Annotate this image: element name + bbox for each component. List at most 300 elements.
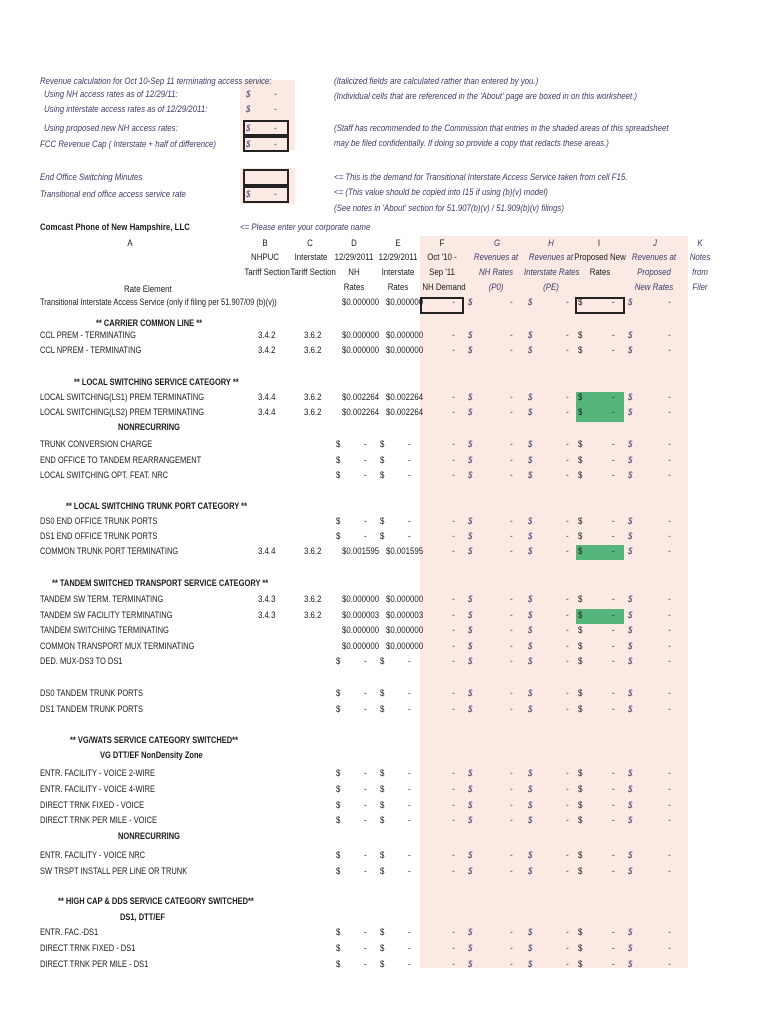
nh-rate-value: $0.001595 bbox=[342, 546, 380, 557]
rate-element-label: DIRECT TRNK PER MILE - VOICE bbox=[40, 815, 157, 826]
proposed-rate-dollar: $ bbox=[578, 297, 583, 308]
rate-element-label: ENTR. FACILITY - VOICE 4-WIRE bbox=[40, 784, 156, 795]
interstate-rate-value: $0.002264 bbox=[386, 392, 424, 403]
rate-element-label: ENTR. FACILITY - VOICE 2-WIRE bbox=[40, 768, 156, 779]
nh-demand-dash: - bbox=[452, 297, 455, 308]
proposed-rate-dash: - bbox=[612, 768, 615, 779]
revenue-nh-dash: - bbox=[510, 959, 513, 970]
revenue-nh-dash: - bbox=[510, 800, 513, 811]
nh-rate-dollar: $ bbox=[336, 656, 341, 667]
proposed-rate-dash: - bbox=[612, 850, 615, 861]
rate-element-label: TANDEM SW FACILITY TERMINATING bbox=[40, 610, 173, 621]
revenue-nh-dollar: $ bbox=[468, 850, 473, 861]
revenue-proposed-dash: - bbox=[668, 850, 671, 861]
rate-element-label: DIRECT TRNK PER MILE - DS1 bbox=[40, 959, 149, 970]
interstate-tariff-section: 3.6.2 bbox=[304, 407, 322, 418]
revenue-nh-dollar: $ bbox=[468, 704, 473, 715]
interstate-rate-dollar: $ bbox=[380, 531, 385, 542]
top-dollar-4: $ bbox=[246, 139, 251, 150]
revenue-nh-dollar: $ bbox=[468, 959, 473, 970]
section-header: ** VG/WATS SERVICE CATEGORY SWITCHED** bbox=[70, 735, 238, 746]
revenue-proposed-dash: - bbox=[668, 959, 671, 970]
revenue-proposed-dollar: $ bbox=[628, 768, 633, 779]
nh-demand-dash: - bbox=[452, 784, 455, 795]
revenue-proposed-dash: - bbox=[668, 297, 671, 308]
proposed-rate-dash: - bbox=[612, 625, 615, 636]
revenue-interstate-dash: - bbox=[566, 531, 569, 542]
interstate-rate-dash: - bbox=[408, 531, 411, 542]
revenue-nh-dash: - bbox=[510, 850, 513, 861]
revenue-nh-dash: - bbox=[510, 531, 513, 542]
rate-element-label: DS0 END OFFICE TRUNK PORTS bbox=[40, 516, 158, 527]
revenue-nh-dollar: $ bbox=[468, 800, 473, 811]
revenue-nh-dash: - bbox=[510, 516, 513, 527]
proposed-rate-dollar: $ bbox=[578, 784, 583, 795]
revenue-proposed-dash: - bbox=[668, 704, 671, 715]
boxed-cell-f15[interactable] bbox=[420, 297, 464, 314]
revenue-proposed-dash: - bbox=[668, 768, 671, 779]
note-copy-i15: <= (This value should be copied into I15 if using (b)(v) model) bbox=[334, 187, 548, 198]
nh-rate-value: $0.000000 bbox=[342, 641, 380, 652]
nh-demand-dash: - bbox=[452, 392, 455, 403]
rate-element-label: LOCAL SWITCHING OPT. FEAT. NRC bbox=[40, 470, 169, 481]
col-h-header: Revenues at Interstate Rates (PE) bbox=[523, 252, 580, 293]
revenue-proposed-dollar: $ bbox=[628, 546, 633, 557]
proposed-rate-dollar: $ bbox=[578, 656, 583, 667]
nh-rate-dollar: $ bbox=[336, 943, 341, 954]
interstate-tariff-section: 3.6.2 bbox=[304, 610, 322, 621]
nh-demand-dash: - bbox=[452, 455, 455, 466]
nh-rate-value: $0.000003 bbox=[342, 610, 380, 621]
nh-rate-dash: - bbox=[364, 850, 367, 861]
interstate-rate-dash: - bbox=[408, 455, 411, 466]
proposed-rate-dollar: $ bbox=[578, 943, 583, 954]
revenue-nh-dash: - bbox=[510, 704, 513, 715]
nh-demand-dash: - bbox=[452, 688, 455, 699]
nh-demand-dash: - bbox=[452, 625, 455, 636]
revenue-interstate-dollar: $ bbox=[528, 455, 533, 466]
green-cell-tandem-facility[interactable] bbox=[576, 609, 624, 624]
revenue-interstate-dollar: $ bbox=[528, 656, 533, 667]
col-letter-k: K bbox=[697, 238, 703, 249]
proposed-rate-dash: - bbox=[612, 959, 615, 970]
proposed-rate-dash: - bbox=[612, 407, 615, 418]
col-f-header: Oct '10 - Sep '11 NH Demand bbox=[422, 252, 466, 293]
revenue-nh-dollar: $ bbox=[468, 768, 473, 779]
revenue-proposed-dash: - bbox=[668, 610, 671, 621]
nh-demand-dash: - bbox=[452, 866, 455, 877]
revenue-nh-dash: - bbox=[510, 345, 513, 356]
revenue-interstate-dash: - bbox=[566, 866, 569, 877]
revenue-nh-dash: - bbox=[510, 330, 513, 341]
nh-demand-dash: - bbox=[452, 546, 455, 557]
revenue-proposed-dash: - bbox=[668, 392, 671, 403]
nh-demand-dash: - bbox=[452, 656, 455, 667]
revenue-interstate-dash: - bbox=[566, 641, 569, 652]
proposed-rate-dash: - bbox=[612, 330, 615, 341]
revenue-interstate-dash: - bbox=[566, 297, 569, 308]
revenue-proposed-dollar: $ bbox=[628, 610, 633, 621]
revenue-proposed-dollar: $ bbox=[628, 345, 633, 356]
revenue-interstate-dash: - bbox=[566, 927, 569, 938]
proposed-rate-dollar: $ bbox=[578, 392, 583, 403]
revenue-proposed-dash: - bbox=[668, 784, 671, 795]
revenue-interstate-dash: - bbox=[566, 594, 569, 605]
revenue-interstate-dash: - bbox=[566, 784, 569, 795]
nh-demand-dash: - bbox=[452, 610, 455, 621]
interstate-rate-dash: - bbox=[408, 516, 411, 527]
proposed-rate-dollar: $ bbox=[578, 959, 583, 970]
revenue-nh-dollar: $ bbox=[468, 297, 473, 308]
section-header: ** TANDEM SWITCHED TRANSPORT SERVICE CATEGORY ** bbox=[52, 578, 269, 589]
rate-element-label: DED. MUX-DS3 TO DS1 bbox=[40, 656, 123, 667]
proposed-rate-dash: - bbox=[612, 688, 615, 699]
nh-demand-dash: - bbox=[452, 470, 455, 481]
section-header: ** CARRIER COMMON LINE ** bbox=[96, 318, 203, 329]
nh-demand-dash: - bbox=[452, 531, 455, 542]
green-cell-ls2[interactable] bbox=[576, 407, 624, 422]
proposed-rate-dollar: $ bbox=[578, 688, 583, 699]
interstate-rate-value: $0.000000 bbox=[386, 345, 424, 356]
rate-element-label: DIRECT TRNK FIXED - DS1 bbox=[40, 943, 136, 954]
proposed-rate-dollar: $ bbox=[578, 625, 583, 636]
rate-element-label: CCL PREM - TERMINATING bbox=[40, 330, 136, 341]
revenue-nh-dollar: $ bbox=[468, 641, 473, 652]
proposed-rate-dash: - bbox=[612, 439, 615, 450]
revenue-interstate-dash: - bbox=[566, 943, 569, 954]
proposed-rate-dash: - bbox=[612, 866, 615, 877]
revenue-proposed-dash: - bbox=[668, 625, 671, 636]
revenue-proposed-dollar: $ bbox=[628, 641, 633, 652]
revenue-proposed-dollar: $ bbox=[628, 470, 633, 481]
revenue-interstate-dash: - bbox=[566, 800, 569, 811]
section-header: NONRECURRING bbox=[118, 422, 180, 433]
revenue-proposed-dollar: $ bbox=[628, 625, 633, 636]
rate-element-label: TANDEM SWITCHING TERMINATING bbox=[40, 625, 169, 636]
interstate-rate-dollar: $ bbox=[380, 959, 385, 970]
note-confidential: may be filed confidentially. If doing so provide a copy that redacts these areas.) bbox=[334, 138, 609, 149]
proposed-rate-dollar: $ bbox=[578, 455, 583, 466]
revenue-interstate-dash: - bbox=[566, 656, 569, 667]
nhpuc-tariff-section: 3.4.3 bbox=[258, 610, 276, 621]
top-dollar-1: $ bbox=[246, 89, 251, 100]
nh-demand-dash: - bbox=[452, 330, 455, 341]
revenue-nh-dash: - bbox=[510, 866, 513, 877]
revenue-nh-dollar: $ bbox=[468, 392, 473, 403]
top-dash-4: - bbox=[274, 139, 277, 150]
revenue-nh-dash: - bbox=[510, 610, 513, 621]
revenue-nh-dollar: $ bbox=[468, 455, 473, 466]
proposed-rate-dollar: $ bbox=[578, 345, 583, 356]
revenue-interstate-dollar: $ bbox=[528, 516, 533, 527]
proposed-rate-dollar: $ bbox=[578, 815, 583, 826]
rate-element-label: COMMON TRUNK PORT TERMINATING bbox=[40, 546, 179, 557]
boxed-cell-i15[interactable] bbox=[575, 297, 625, 314]
revenue-interstate-dollar: $ bbox=[528, 927, 533, 938]
transitional-rate-label: Transitional end office access service rate bbox=[40, 189, 186, 200]
interstate-rate-dash: - bbox=[408, 927, 411, 938]
interstate-tariff-section: 3.6.2 bbox=[304, 594, 322, 605]
proposed-rate-dash: - bbox=[612, 704, 615, 715]
nh-demand-dash: - bbox=[452, 959, 455, 970]
section-header: ** LOCAL SWITCHING TRUNK PORT CATEGORY ** bbox=[66, 501, 247, 512]
nh-rate-value: $0.000000 bbox=[342, 297, 380, 308]
revenue-nh-dollar: $ bbox=[468, 531, 473, 542]
interstate-tariff-section: 3.6.2 bbox=[304, 392, 322, 403]
nh-rate-dash: - bbox=[364, 800, 367, 811]
revenue-nh-dollar: $ bbox=[468, 625, 473, 636]
note-italicized: (Italicized fields are calculated rather than entered by you.) bbox=[334, 76, 539, 87]
col-b-header: NHPUC Tariff Section bbox=[244, 252, 290, 278]
revenue-proposed-dash: - bbox=[668, 516, 671, 527]
nh-rate-dollar: $ bbox=[336, 927, 341, 938]
nh-rate-dollar: $ bbox=[336, 516, 341, 527]
nh-rate-dollar: $ bbox=[336, 688, 341, 699]
proposed-rate-dash: - bbox=[612, 800, 615, 811]
revenue-interstate-dollar: $ bbox=[528, 688, 533, 699]
revenue-interstate-dash: - bbox=[566, 392, 569, 403]
top-dollar-2: $ bbox=[246, 104, 251, 115]
interstate-tariff-section: 3.6.2 bbox=[304, 546, 322, 557]
proposed-rate-dollar: $ bbox=[578, 594, 583, 605]
proposed-rate-dollar: $ bbox=[578, 516, 583, 527]
nhpuc-tariff-section: 3.4.4 bbox=[258, 546, 276, 557]
nh-rate-dollar: $ bbox=[336, 800, 341, 811]
shaded-area-columns-g-k bbox=[420, 236, 688, 968]
col-j-header: Revenues at Proposed New Rates bbox=[631, 252, 677, 293]
proposed-rate-dollar: $ bbox=[578, 850, 583, 861]
revenue-interstate-dollar: $ bbox=[528, 768, 533, 779]
interstate-rate-dollar: $ bbox=[380, 656, 385, 667]
proposed-rate-dollar: $ bbox=[578, 866, 583, 877]
interstate-rate-dash: - bbox=[408, 866, 411, 877]
proposed-rate-dash: - bbox=[612, 641, 615, 652]
note-boxed: (Individual cells that are referenced in the 'About' page are boxed in on this worksheet.) bbox=[334, 91, 638, 102]
revenue-nh-dollar: $ bbox=[468, 345, 473, 356]
nhpuc-tariff-section: 3.4.3 bbox=[258, 594, 276, 605]
proposed-rate-dash: - bbox=[612, 531, 615, 542]
nh-rate-dash: - bbox=[364, 516, 367, 527]
revenue-proposed-dollar: $ bbox=[628, 815, 633, 826]
interstate-rate-dollar: $ bbox=[380, 815, 385, 826]
nh-rate-value: $0.000000 bbox=[342, 625, 380, 636]
revenue-interstate-dash: - bbox=[566, 625, 569, 636]
boxed-cell-eo-minutes[interactable] bbox=[243, 169, 289, 186]
interstate-rate-dash: - bbox=[408, 688, 411, 699]
nh-rate-dollar: $ bbox=[336, 439, 341, 450]
nh-rate-dash: - bbox=[364, 704, 367, 715]
rate-element-label: DS1 TANDEM TRUNK PORTS bbox=[40, 704, 143, 715]
nh-rate-dollar: $ bbox=[336, 850, 341, 861]
revenue-proposed-dollar: $ bbox=[628, 866, 633, 877]
interstate-rate-dash: - bbox=[408, 959, 411, 970]
nh-demand-dash: - bbox=[452, 800, 455, 811]
interstate-rate-dollar: $ bbox=[380, 439, 385, 450]
revenue-interstate-dollar: $ bbox=[528, 594, 533, 605]
nh-rate-value: $0.000000 bbox=[342, 594, 380, 605]
revenue-interstate-dollar: $ bbox=[528, 850, 533, 861]
interstate-rate-dollar: $ bbox=[380, 688, 385, 699]
proposed-rate-dollar: $ bbox=[578, 768, 583, 779]
revenue-nh-dollar: $ bbox=[468, 927, 473, 938]
rate-element-label: ENTR. FAC.-DS1 bbox=[40, 927, 99, 938]
col-letter-j: J bbox=[653, 238, 657, 249]
revenue-nh-dollar: $ bbox=[468, 470, 473, 481]
nh-demand-dash: - bbox=[452, 927, 455, 938]
revenue-nh-dollar: $ bbox=[468, 943, 473, 954]
interstate-rate-value: $0.000003 bbox=[386, 610, 424, 621]
revenue-proposed-dash: - bbox=[668, 641, 671, 652]
nh-demand-dash: - bbox=[452, 704, 455, 715]
revenue-interstate-dollar: $ bbox=[528, 407, 533, 418]
interstate-rate-dash: - bbox=[408, 800, 411, 811]
revenue-interstate-dash: - bbox=[566, 610, 569, 621]
proposed-rate-dash: - bbox=[612, 392, 615, 403]
proposed-rate-dash: - bbox=[612, 784, 615, 795]
rate-element-label: CCL NPREM - TERMINATING bbox=[40, 345, 142, 356]
col-i-header: Proposed New Rates bbox=[574, 252, 626, 278]
revenue-nh-dash: - bbox=[510, 656, 513, 667]
proposed-rate-dash: - bbox=[612, 455, 615, 466]
revenue-proposed-dollar: $ bbox=[628, 959, 633, 970]
revenue-nh-dollar: $ bbox=[468, 546, 473, 557]
col-letter-e: E bbox=[395, 238, 401, 249]
proposed-rate-dash: - bbox=[612, 943, 615, 954]
top-dash-3: - bbox=[274, 123, 277, 134]
interstate-rate-value: $0.000000 bbox=[386, 297, 424, 308]
green-cell-common-trunk[interactable] bbox=[576, 545, 624, 560]
revenue-interstate-dollar: $ bbox=[528, 704, 533, 715]
proposed-rate-dollar: $ bbox=[578, 800, 583, 811]
nh-rate-dash: - bbox=[364, 784, 367, 795]
nh-rate-dash: - bbox=[364, 768, 367, 779]
revenue-proposed-dash: - bbox=[668, 407, 671, 418]
nh-demand-dash: - bbox=[452, 850, 455, 861]
interstate-tariff-section: 3.6.2 bbox=[304, 345, 322, 356]
revenue-proposed-dollar: $ bbox=[628, 516, 633, 527]
revenue-interstate-dollar: $ bbox=[528, 330, 533, 341]
nh-rate-dollar: $ bbox=[336, 455, 341, 466]
nh-rate-dash: - bbox=[364, 959, 367, 970]
nh-demand-dash: - bbox=[452, 641, 455, 652]
interstate-rate-dollar: $ bbox=[380, 784, 385, 795]
rate-element-header: Rate Element bbox=[124, 284, 172, 295]
note-demand: <= This is the demand for Transitional Interstate Access Service taken from cell F15. bbox=[334, 172, 628, 183]
fcc-cap-label: FCC Revenue Cap ( Interstate + half of difference) bbox=[40, 139, 217, 150]
revenue-proposed-dash: - bbox=[668, 455, 671, 466]
revenue-nh-dash: - bbox=[510, 392, 513, 403]
revenue-proposed-dollar: $ bbox=[628, 407, 633, 418]
nh-rate-dash: - bbox=[364, 927, 367, 938]
nh-rate-dollar: $ bbox=[336, 704, 341, 715]
company-name: Comcast Phone of New Hampshire, LLC bbox=[40, 222, 190, 233]
proposed-rate-dollar: $ bbox=[578, 407, 583, 418]
revenue-nh-dash: - bbox=[510, 927, 513, 938]
revenue-nh-dash: - bbox=[510, 815, 513, 826]
nh-rate-dollar: $ bbox=[336, 784, 341, 795]
revenue-interstate-dash: - bbox=[566, 688, 569, 699]
note-about: (See notes in 'About' section for 51.907(b)(v) / 51.909(b)(v) filings) bbox=[334, 203, 564, 214]
nhpuc-tariff-section: 3.4.2 bbox=[258, 330, 276, 341]
interstate-rate-dash: - bbox=[408, 943, 411, 954]
revenue-interstate-dollar: $ bbox=[528, 800, 533, 811]
revenue-proposed-dash: - bbox=[668, 345, 671, 356]
nh-rate-dollar: $ bbox=[336, 959, 341, 970]
proposed-rates-label: Using proposed new NH access rates: bbox=[44, 123, 178, 134]
nh-rate-value: $0.002264 bbox=[342, 392, 380, 403]
proposed-rate-dollar: $ bbox=[578, 927, 583, 938]
interstate-rate-dash: - bbox=[408, 656, 411, 667]
interstate-rate-dash: - bbox=[408, 815, 411, 826]
revenue-proposed-dash: - bbox=[668, 439, 671, 450]
col-c-header: Interstate Tariff Section bbox=[290, 252, 336, 278]
revenue-interstate-dollar: $ bbox=[528, 610, 533, 621]
col-letter-g: G bbox=[493, 238, 501, 249]
revenue-nh-dash: - bbox=[510, 470, 513, 481]
interstate-rates-label: Using interstate access rates as of 12/29/2011: bbox=[44, 104, 208, 115]
proposed-rate-dollar: $ bbox=[578, 470, 583, 481]
revenue-nh-dash: - bbox=[510, 455, 513, 466]
revenue-interstate-dollar: $ bbox=[528, 959, 533, 970]
green-cell-ls1[interactable] bbox=[576, 392, 624, 407]
revenue-nh-dollar: $ bbox=[468, 656, 473, 667]
revenue-nh-dash: - bbox=[510, 641, 513, 652]
revenue-interstate-dollar: $ bbox=[528, 439, 533, 450]
proposed-rate-dash: - bbox=[612, 610, 615, 621]
revenue-interstate-dollar: $ bbox=[528, 815, 533, 826]
rate-element-label: END OFFICE TO TANDEM REARRANGEMENT bbox=[40, 455, 202, 466]
interstate-rate-value: $0.001595 bbox=[386, 546, 424, 557]
nh-demand-dash: - bbox=[452, 516, 455, 527]
interstate-rate-dollar: $ bbox=[380, 866, 385, 877]
interstate-rate-dollar: $ bbox=[380, 800, 385, 811]
col-letter-h: H bbox=[548, 238, 554, 249]
nh-demand-dash: - bbox=[452, 594, 455, 605]
interstate-rate-dash: - bbox=[408, 850, 411, 861]
nh-rate-dash: - bbox=[364, 815, 367, 826]
revenue-proposed-dollar: $ bbox=[628, 784, 633, 795]
revenue-proposed-dollar: $ bbox=[628, 704, 633, 715]
revenue-proposed-dash: - bbox=[668, 800, 671, 811]
revenue-nh-dash: - bbox=[510, 943, 513, 954]
revenue-nh-dollar: $ bbox=[468, 688, 473, 699]
revenue-interstate-dollar: $ bbox=[528, 641, 533, 652]
revenue-interstate-dash: - bbox=[566, 959, 569, 970]
revenue-interstate-dash: - bbox=[566, 470, 569, 481]
top-dollar-3: $ bbox=[246, 123, 251, 134]
section-header: ** LOCAL SWITCHING SERVICE CATEGORY ** bbox=[74, 377, 239, 388]
nh-rate-dash: - bbox=[364, 656, 367, 667]
nh-rate-value: $0.000000 bbox=[342, 345, 380, 356]
nh-demand-dash: - bbox=[452, 439, 455, 450]
revenue-proposed-dash: - bbox=[668, 594, 671, 605]
rate-element-label: LOCAL SWITCHING(LS1) PREM TERMINATING bbox=[40, 392, 205, 403]
interstate-rate-dash: - bbox=[408, 768, 411, 779]
revenue-nh-dash: - bbox=[510, 768, 513, 779]
proposed-rate-dash: - bbox=[612, 815, 615, 826]
col-letter-i: I bbox=[597, 238, 601, 249]
revenue-nh-dollar: $ bbox=[468, 330, 473, 341]
interstate-rate-dollar: $ bbox=[380, 927, 385, 938]
note-corporate-name: <= Please enter your corporate name bbox=[240, 222, 371, 233]
col-letter-b: B bbox=[262, 238, 268, 249]
col-letter-d: D bbox=[351, 238, 357, 249]
revenue-interstate-dollar: $ bbox=[528, 531, 533, 542]
revenue-nh-dollar: $ bbox=[468, 439, 473, 450]
nh-rate-dash: - bbox=[364, 943, 367, 954]
nh-rate-dollar: $ bbox=[336, 866, 341, 877]
note-staff: (Staff has recommended to the Commission that entries in the shaded areas of this spreadsheet bbox=[334, 123, 669, 134]
